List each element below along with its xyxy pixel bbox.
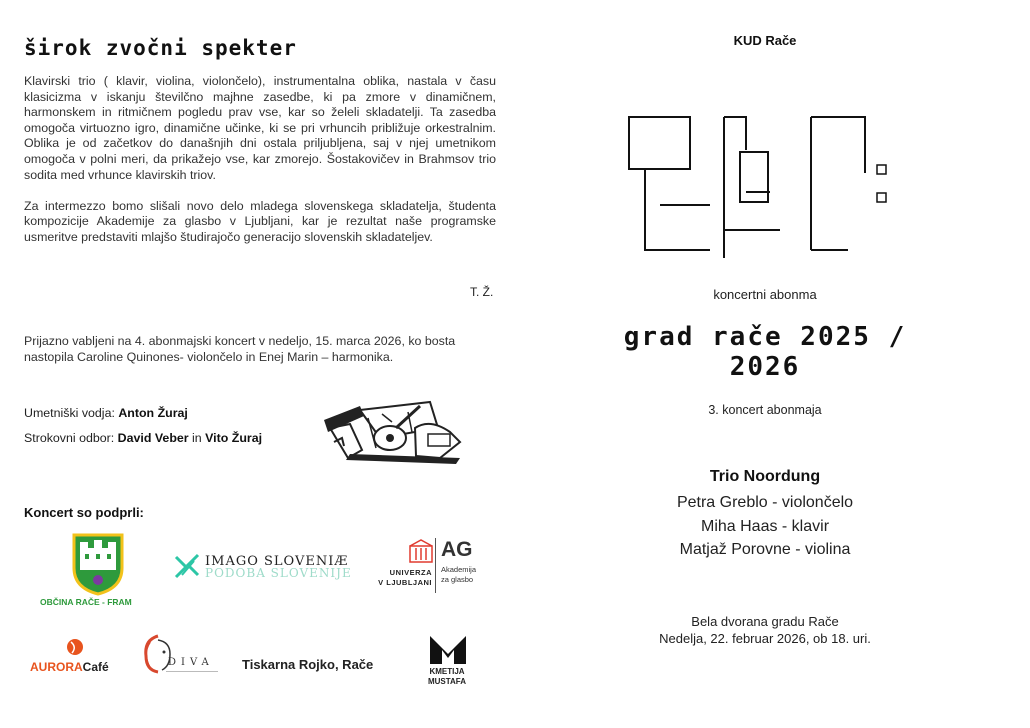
imago-icon xyxy=(174,553,200,579)
performer-2: Miha Haas - klavir xyxy=(700,517,830,535)
artistic-name: Anton Žuraj xyxy=(118,406,188,420)
artistic-label: Umetniški vodja: xyxy=(24,406,119,420)
instruments-illustration xyxy=(320,398,465,466)
board-in: in xyxy=(188,431,206,445)
date: Nedelja, 22. februar 2026, ob 18. uri. xyxy=(659,631,871,646)
kmetija-logo xyxy=(412,667,482,687)
expert-board xyxy=(24,431,262,445)
page-title: širok zvočni spekter xyxy=(24,36,297,60)
org-name: KUD Rače xyxy=(733,33,797,48)
paragraph-1: Klavirski trio ( klavir, violina, violončelo), instrumentalna oblika, nastala v času klasicizma v iskanju številčno majhne zasedbe, ki pa zmore v dinamičnem, harmonskem in ritmičnem pogledu prav vse, kar so želeli skladatelji. Ta zasedba omogoča virtuozno igro, dinamične učinke, ki se pri vrhuncih približuje orkestralnim. Oblika je od začetkov do današnjih dni ostala priljubljena, saj v njej umetnikom omogoča v polni meri, da prikažejo vse, kar zmorejo. Šostakovičev in Brahmsov trio sodita med vrhunce klavirskih triov. xyxy=(24,74,496,182)
artistic-director xyxy=(24,406,188,420)
imago-title: IMAGO SLOVENIÆ xyxy=(205,554,349,569)
coffee-bean-icon xyxy=(66,638,84,656)
tiskarna-logo: Tiskarna Rojko, Rače xyxy=(242,657,374,672)
university-icon xyxy=(408,538,434,564)
aurora-logo xyxy=(30,660,109,674)
ag-logo: AG xyxy=(441,538,473,561)
board-name-1: David Veber xyxy=(117,431,189,445)
kmetija-line-1: KMETIJA xyxy=(429,667,465,676)
diva-underline xyxy=(166,671,218,672)
line-logo-graphic xyxy=(620,110,910,260)
obcina-label: OBČINA RAČE - FRAM xyxy=(40,597,132,607)
venue-info xyxy=(615,613,915,647)
paragraph-2: Za intermezzo bomo slišali novo delo mladega slovenskega skladatelja, študenta kompozicije Akademije za glasbo v Ljubljani, kar je rezultat naše programske usmeritve predstaviti mlajšo študirajočo generacijo slovenskih skladateljev. xyxy=(24,198,496,244)
big-title: grad rače 2025 / 2026 xyxy=(623,322,907,382)
ag-line-1: Akademija xyxy=(441,565,477,574)
kmetija-line-2: MUSTAFA xyxy=(427,677,467,686)
venue: Bela dvorana gradu Rače xyxy=(691,614,839,629)
performer-1: Petra Greblo - violončelo xyxy=(676,494,854,511)
diva-face-icon xyxy=(140,634,182,674)
ag-line-2: za glasbo xyxy=(441,575,474,584)
university-line-2: V LJUBLJANI xyxy=(378,578,432,587)
logo-divider xyxy=(435,538,436,593)
ag-subtitle xyxy=(441,565,476,585)
performer-3: Matjaž Porovne - violina xyxy=(679,541,851,558)
board-name-2: Vito Žuraj xyxy=(205,431,263,445)
aurora-text: AURORA xyxy=(30,660,83,674)
subtitle: koncertni abonma xyxy=(713,287,817,302)
concert-number: 3. koncert abonmaja xyxy=(708,403,822,417)
intro-paragraph xyxy=(24,74,496,246)
diva-logo: DIVA xyxy=(168,657,214,668)
coat-of-arms-icon xyxy=(71,532,125,596)
university-name xyxy=(378,568,432,588)
signature: T. Ž. xyxy=(470,285,494,299)
ensemble-name: Trio Noordung xyxy=(709,468,821,485)
kmetija-icon xyxy=(426,632,470,666)
cafe-text: Café xyxy=(82,660,109,674)
sponsors-heading: Koncert so podprli: xyxy=(24,505,144,520)
board-label: Strokovni odbor: xyxy=(24,431,118,445)
invitation-text: Prijazno vabljeni na 4. abonmajski koncert v nedeljo, 15. marca 2026, ko bosta nastopila Caroline Quinones- violončelo in Enej Marin – harmonika. xyxy=(24,334,456,364)
obcina-logo xyxy=(68,532,128,596)
imago-subtitle: PODOBA SLOVENIJE xyxy=(205,566,352,580)
performers-list xyxy=(615,491,915,562)
university-line-1: UNIVERZA xyxy=(389,568,432,577)
